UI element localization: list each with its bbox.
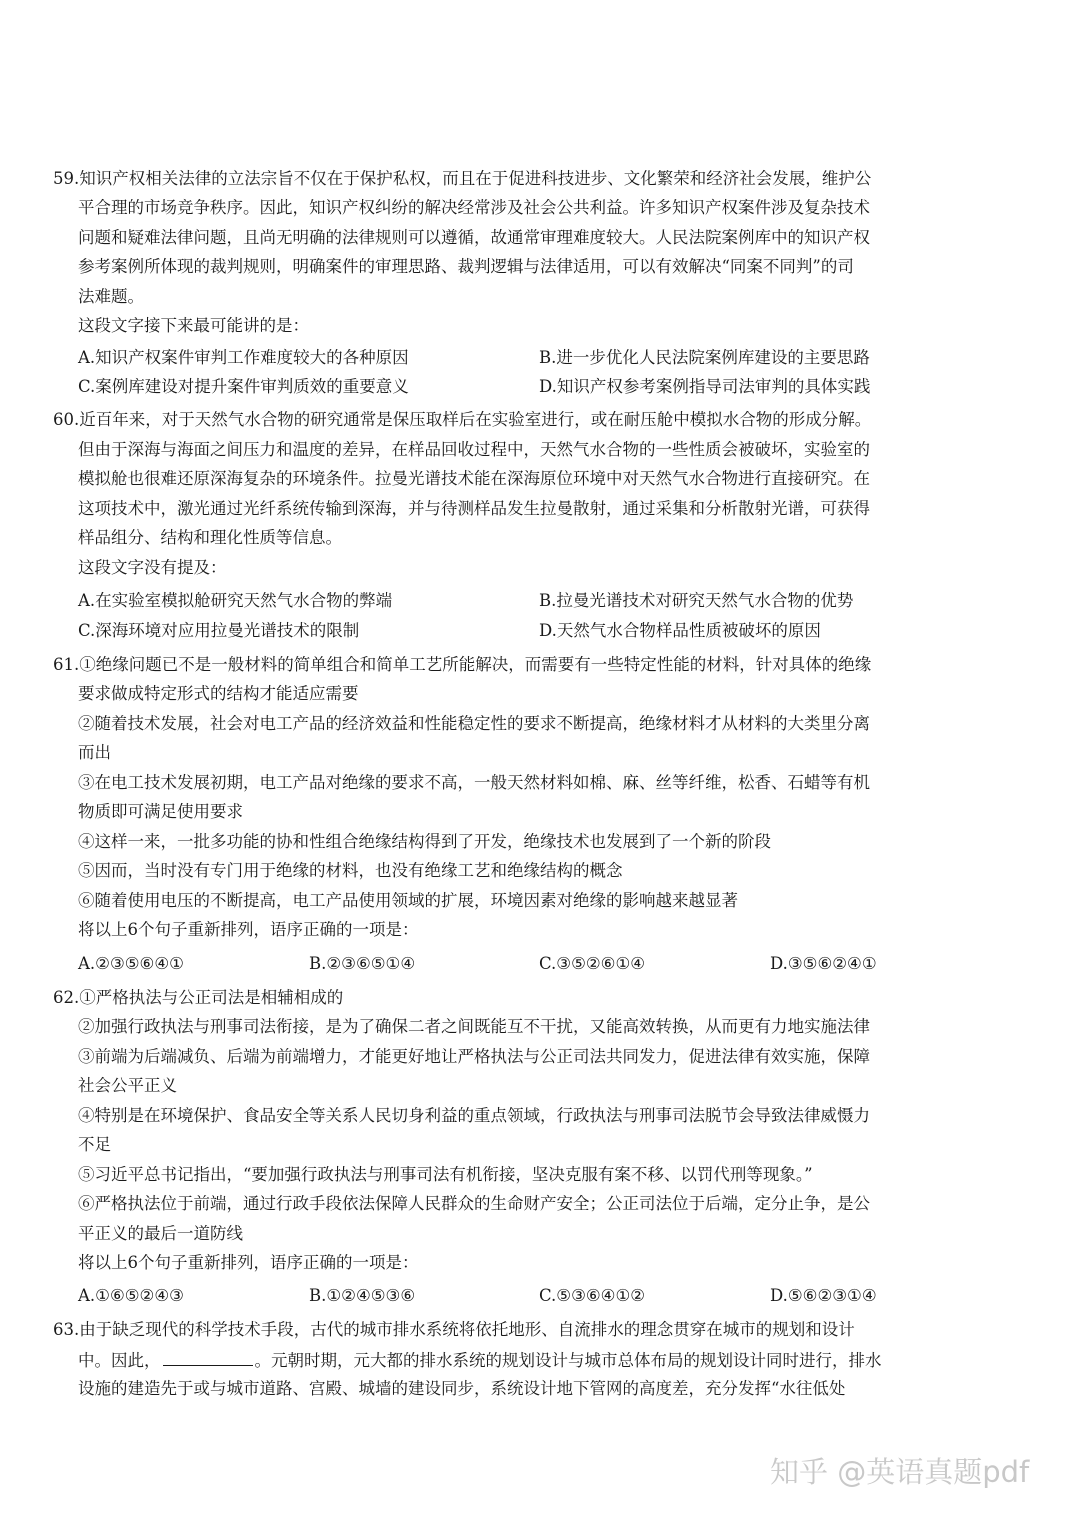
question-prompt: 将以上6个句子重新排列，语序正确的一项是： xyxy=(78,920,419,939)
question-prompt: 将以上6个句子重新排列，语序正确的一项是： xyxy=(78,1253,419,1272)
question-text-line: 60.近百年来，对于天然气水合物的研究通常是保压取样后在实验室进行，或在耐压舱中模拟水合物的形成分解。 xyxy=(53,410,872,429)
question-text-line: 平合理的市场竞争秩序。因此，知识产权纠纷的解决经常涉及社会公共利益。许多知识产权案件涉及复杂技术 xyxy=(78,198,870,217)
question-text-line: 样品组分、结构和理化性质等信息。 xyxy=(78,528,342,547)
sentence-line: 61.①绝缘问题已不是一般材料的简单组合和简单工艺所能解决，而需要有一些特定性能的材料，针对具体的绝缘 xyxy=(53,655,872,674)
option-c: C.③⑤②⑥①④ xyxy=(539,954,646,973)
option-d: D.知识产权参考案例指导司法审判的具体实践 xyxy=(539,377,871,396)
question-text-line: 59.知识产权相关法律的立法宗旨不仅在于保护私权，而且在于促进科技进步、文化繁荣和经济社会发展，维护公 xyxy=(53,169,872,188)
option-b: B.②③⑥⑤①④ xyxy=(309,954,416,973)
sentence-line: 62.①严格执法与公正司法是相辅相成的 xyxy=(53,988,344,1007)
sentence-line: 物质即可满足使用要求 xyxy=(78,802,243,821)
option-b: B.进一步优化人民法院案例库建设的主要思路 xyxy=(539,348,870,367)
option-b: B.①②④⑤③⑥ xyxy=(309,1286,416,1305)
option-d: D.③⑤⑥②④① xyxy=(770,954,877,973)
question-text-line: 问题和疑难法律问题，且尚无明确的法律规则可以遵循，故通常审理难度较大。人民法院案例库中的知识产权 xyxy=(78,228,870,247)
question-text-line: 参考案例所体现的裁判规则，明确案件的审理思路、裁判逻辑与法律适用，可以有效解决“同案不同判”的司 xyxy=(78,257,854,276)
option-d: D.⑤⑥②③①④ xyxy=(770,1286,877,1305)
sentence-line: ⑥严格执法位于前端，通过行政手段依法保障人民群众的生命财产安全；公正司法位于后端，定分止争，是公 xyxy=(78,1194,870,1213)
question-text-line: 模拟舱也很难还原深海复杂的环境条件。拉曼光谱技术能在深海原位环境中对天然气水合物进行直接研究。在 xyxy=(78,469,870,488)
sentence-line: 不足 xyxy=(78,1135,111,1154)
sentence-line: ⑤习近平总书记指出，“要加强行政执法与刑事司法有机衔接，坚决克服有案不移、以罚代刑等现象。” xyxy=(78,1165,813,1184)
text-before-blank: 中。因此， xyxy=(78,1351,161,1370)
option-a: A.在实验室模拟舱研究天然气水合物的弊端 xyxy=(78,591,393,610)
option-c: C.⑤③⑥④①② xyxy=(539,1286,646,1305)
option-a: A.②③⑤⑥④① xyxy=(78,954,184,973)
text-after-blank: 。元朝时期，元大都的排水系统的规划设计与城市总体布局的规划设计同时进行，排水 xyxy=(254,1351,882,1370)
sentence-line: ⑤因而，当时没有专门用于绝缘的材料，也没有绝缘工艺和绝缘结构的概念 xyxy=(78,861,623,880)
sentence-line: 要求做成特定形式的结构才能适应需要 xyxy=(78,684,359,703)
question-text-line: 设施的建造先于或与城市道路、宫殿、城墙的建设同步，系统设计地下管网的高度差，充分发挥“水往低处 xyxy=(78,1379,846,1398)
question-text-line xyxy=(78,1349,882,1371)
option-a: A.知识产权案件审判工作难度较大的各种原因 xyxy=(78,348,409,367)
question-text-line: 63.由于缺乏现代的科学技术手段，古代的城市排水系统将依托地形、自流排水的理念贯穿在城市的规划和设计 xyxy=(53,1320,855,1339)
answer-blank xyxy=(163,1349,253,1366)
sentence-line: 社会公平正义 xyxy=(78,1076,177,1095)
sentence-line: ②加强行政执法与刑事司法衔接，是为了确保二者之间既能互不干扰，又能高效转换，从而更有力地实施法律 xyxy=(78,1017,870,1036)
option-d: D.天然气水合物样品性质被破坏的原因 xyxy=(539,621,821,640)
question-text-line: 但由于深海与海面之间压力和温度的差异，在样品回收过程中，天然气水合物的一些性质会被破坏，实验室的 xyxy=(78,440,870,459)
question-text-line: 这项技术中，激光通过光纤系统传输到深海，并与待测样品发生拉曼散射，通过采集和分析散射光谱，可获得 xyxy=(78,499,870,518)
sentence-line: ③在电工技术发展初期，电工产品对绝缘的要求不高，一般天然材料如棉、麻、丝等纤维，松香、石蜡等有机 xyxy=(78,773,870,792)
option-c: C.案例库建设对提升案件审判质效的重要意义 xyxy=(78,377,409,396)
sentence-line: ⑥随着使用电压的不断提高，电工产品使用领域的扩展，环境因素对绝缘的影响越来越显著 xyxy=(78,891,738,910)
option-a: A.①⑥⑤②④③ xyxy=(78,1286,184,1305)
sentence-line: ②随着技术发展，社会对电工产品的经济效益和性能稳定性的要求不断提高，绝缘材料才从材料的大类里分离 xyxy=(78,714,870,733)
question-text-line: 法难题。 xyxy=(78,287,144,306)
sentence-line: ④特别是在环境保护、食品安全等关系人民切身利益的重点领域，行政执法与刑事司法脱节会导致法律威慑力 xyxy=(78,1106,870,1125)
question-prompt: 这段文字没有提及： xyxy=(78,558,227,577)
option-b: B.拉曼光谱技术对研究天然气水合物的优势 xyxy=(539,591,854,610)
sentence-line: ④这样一来，一批多功能的协和性组合绝缘结构得到了开发，绝缘技术也发展到了一个新的阶段 xyxy=(78,832,771,851)
sentence-line: 平正义的最后一道防线 xyxy=(78,1224,243,1243)
watermark: 知乎 @英语真题pdf xyxy=(770,1455,1030,1489)
sentence-line: 而出 xyxy=(78,743,111,762)
sentence-line: ③前端为后端减负、后端为前端增力，才能更好地让严格执法与公正司法共同发力，促进法律有效实施，保障 xyxy=(78,1047,870,1066)
question-prompt: 这段文字接下来最可能讲的是： xyxy=(78,316,309,335)
option-c: C.深海环境对应用拉曼光谱技术的限制 xyxy=(78,621,360,640)
